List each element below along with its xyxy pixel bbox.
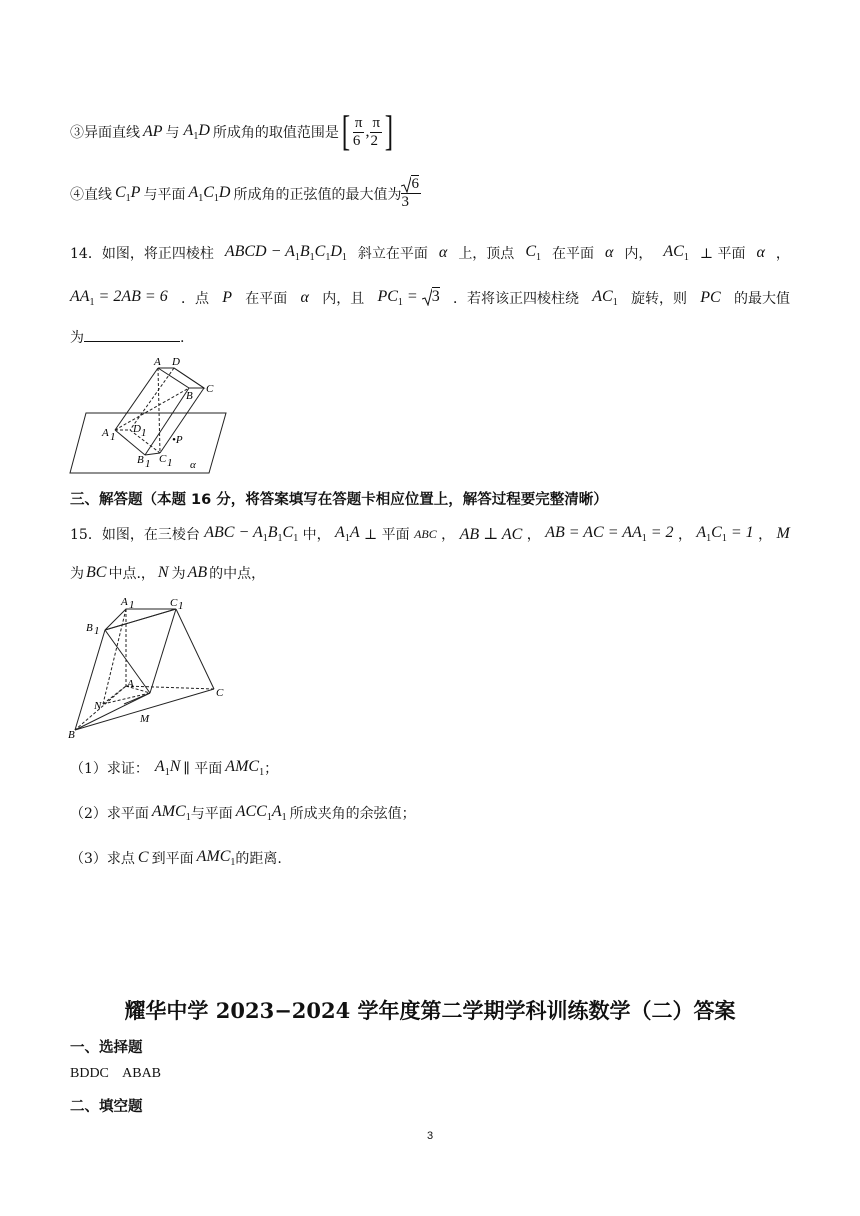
q14-answer-prefix: 为 — [70, 330, 84, 346]
sub2-acc: ACC — [235, 803, 267, 820]
answer-choices: BDDC ABAB — [70, 1066, 162, 1081]
fig14-label-d: D — [172, 356, 180, 368]
answer-blank[interactable] — [84, 327, 180, 342]
q14-sqrt-3: 3 — [431, 288, 440, 305]
q14-line2: $AA_1 = 2AB = 6$ ．点 P 在平面 α 内，且 $PC_1$ = 3 ．若将该正四棱柱绕 $AC_1$ 旋转，则 PC 的最大值 — [70, 288, 790, 308]
max-value-fraction — [401, 176, 421, 211]
sub1-amc: AMC — [225, 758, 260, 775]
q15-sub1: （1）求证： $A_1N$ ∥ 平面 $AMC_1$ ； — [70, 758, 279, 778]
interval-upper-num: π — [372, 114, 381, 131]
fig14-point-p: •P — [172, 434, 183, 446]
q15-m: M — [776, 525, 790, 542]
q15-eq2-value: = 1 — [726, 524, 754, 541]
svg-text:1: 1 — [167, 457, 173, 469]
q15-text-2c: 为 — [171, 566, 186, 582]
q14-line1: 14．如图，将正四棱柱 ABCD − $A_1B_1C_1D_1$ 斜立在平面 α 上，顶点 $C_1$ 在平面 α 内， $AC_1$ ⊥ 平面 α ， — [70, 243, 790, 263]
q14-text-b: 斜立在平面 — [357, 246, 428, 262]
q14-aa: AA — [70, 288, 90, 305]
q14-text-2c: 内，且 — [322, 291, 365, 307]
item-4-plane-c: C — [203, 183, 214, 201]
q15-n: N — [157, 564, 169, 581]
figure-14 — [68, 352, 230, 476]
fraction-den-3: 3 — [401, 193, 421, 211]
item-3-sub: 1 — [193, 131, 199, 142]
fig14-label-b: B — [186, 390, 193, 402]
fig14-sub-a1: 1 — [110, 431, 116, 443]
fig15-label-m: M — [140, 713, 150, 725]
q15-line1: 15．如图，在三棱台 ABC − $A_1B_1C_1$ 中， $A_1A$ ⊥ 平面 ABC ， AB ⊥ AC ， AB = AC = $AA_1 = 2$ ， $A_1C_1 = 1$ ， M — [70, 524, 790, 544]
q15-plane-abc: ABC — [414, 526, 437, 541]
item-3-line-a: A — [183, 122, 194, 139]
sub2-mid: 与平面 — [190, 806, 233, 822]
q14-text-2e: 旋转，则 — [630, 291, 687, 307]
sub2-end: 所成夹角的余弦值； — [289, 806, 416, 822]
fig14-label-a: A — [154, 356, 161, 368]
q14-text-e: 内， — [624, 246, 653, 262]
sub3-mid: 到平面 — [151, 851, 194, 867]
fig14-plane-alpha: α — [190, 459, 196, 471]
interval-lower-num: π — [354, 114, 363, 131]
item-4-mid: 与平面 — [143, 186, 186, 203]
fig15-label-c: C — [216, 687, 224, 699]
page-number: 3 — [426, 1130, 434, 1142]
item-3-suffix: 所成角的取值范围是 — [212, 125, 339, 141]
answer-title: 耀华中学 2023−2024 学年度第二学期学科训练数学（二）答案 — [124, 998, 736, 1023]
sub3-amc: AMC — [196, 848, 231, 865]
svg-text:1: 1 — [94, 625, 100, 637]
sub1-n: N — [169, 758, 181, 775]
q15-intro: 15．如图，在三棱台 — [70, 527, 200, 543]
fig15-label-a1: A — [121, 596, 128, 608]
interval-sep: , — [365, 123, 370, 140]
svg-text:1: 1 — [178, 600, 184, 612]
fig15-label-b: B — [68, 729, 75, 741]
q15-text-2b: 中点.， — [108, 566, 155, 582]
q15-sub2: （2）求平面 $AMC_1$ 与平面 $ACC_1A_1$ 所成夹角的余弦值； — [70, 803, 416, 823]
sqrt-6: 6 — [411, 176, 419, 192]
svg-text:1: 1 — [145, 458, 151, 470]
sub3-c: C — [137, 849, 149, 866]
q14-text-c: 上，顶点 — [458, 246, 515, 262]
q15-text-2d: 的中点， — [209, 566, 266, 582]
sub2-a: A — [271, 803, 282, 820]
sub3-label: （3）求点 — [70, 851, 135, 867]
fig15-label-n: N — [94, 700, 102, 712]
item-4-suffix: 所成角的正弦值的最大值为 — [233, 186, 402, 203]
item-3-line-d: D — [198, 122, 210, 139]
figure-15 — [66, 594, 232, 742]
q14-line3 — [70, 327, 184, 347]
item-3-ap: AP — [143, 123, 163, 140]
q15-a1c1: A — [696, 524, 707, 541]
item-3 — [70, 109, 396, 155]
item-4-prefix: ④直线 — [70, 186, 112, 203]
sub3-end: 的距离. — [235, 851, 282, 867]
fig14-label-c: C — [206, 383, 214, 395]
q14-text-2f: 的最大值 — [733, 291, 790, 307]
q14-eq: = 2AB = 6 — [94, 288, 168, 305]
sub2-label: （2）求平面 — [70, 806, 149, 822]
item-3-prefix: ③异面直线 — [70, 125, 140, 141]
q15-perp: ⊥ 平面 — [364, 527, 410, 543]
q14-pc: PC — [377, 288, 398, 305]
section-3-heading: 三、解答题（本题 16 分，将答案填写在答题卡相应位置上，解答过程要完整清晰） — [70, 492, 608, 508]
q14-text-f: ⊥ 平面 — [699, 246, 746, 262]
fig15-label-b1: B — [86, 622, 93, 634]
q15-frustum: ABC − A — [204, 524, 263, 541]
q14-text-2d: ．若将该正四棱柱绕 — [452, 291, 579, 307]
answer-section-1: 一、选择题 — [70, 1040, 143, 1056]
interval-lower-den: 6 — [353, 132, 365, 150]
fig14-label-a1: A — [102, 427, 109, 439]
answer-section-2: 二、填空题 — [70, 1099, 143, 1115]
item-4-plane-d: D — [218, 183, 231, 201]
q14-intro: 14．如图，将正四棱柱 — [70, 246, 214, 262]
sub2-amc: AMC — [151, 803, 186, 820]
q15-sub3: （3）求点 C 到平面 $AMC_1$ 的距离. — [70, 848, 282, 868]
q14-period: . — [180, 330, 185, 346]
svg-text:1: 1 — [141, 427, 147, 439]
item-4-plane-a: A — [188, 183, 199, 201]
fig15-label-c1: C — [170, 597, 178, 609]
item-3-mid: 与 — [165, 125, 180, 141]
q15-text-2a: 为 — [70, 566, 84, 582]
fig14-label-c1: C — [159, 453, 167, 465]
sub1-label: （1）求证： — [70, 761, 149, 777]
q14-prism: ABCD − A — [224, 243, 295, 260]
q15-ab-perp-ac: AB ⊥ AC — [459, 526, 523, 543]
q15-ab: AB — [187, 564, 208, 581]
svg-text:1: 1 — [129, 599, 135, 611]
q15-line2 — [70, 563, 265, 583]
q14-text-2b: 在平面 — [245, 291, 288, 307]
interval: [ $\frac{\pi}{6}$ , $\frac{\pi}{2}$ ] — [341, 109, 394, 155]
item-4: ④直线 $C_1P$ 与平面 $A_1C_1D$ 所成角的正弦值的最大值为 $\frac{6}{3}$ — [70, 176, 421, 211]
fig14-label-d1: D — [133, 423, 141, 435]
q14-text-d: 在平面 — [551, 246, 594, 262]
fig15-label-a: A — [127, 678, 134, 690]
q15-eq1: AB = AC = AA — [545, 524, 642, 541]
q14-text-2a: ．点 — [180, 291, 209, 307]
q15-a1a: A — [335, 524, 345, 541]
q15-eq1-value: = 2 — [646, 524, 674, 541]
interval-upper-den: 2 — [370, 132, 382, 150]
item-4-p: P — [130, 183, 141, 201]
sub1-a: A — [154, 758, 165, 775]
q14-pc-eq: = — [402, 288, 422, 305]
sub1-parallel: ∥ 平面 — [183, 761, 223, 777]
item-4-c: C — [115, 183, 126, 201]
q15-bc: BC — [86, 564, 107, 581]
q15-text-b: 中， — [302, 527, 331, 543]
fig14-label-b1: B — [137, 454, 144, 466]
